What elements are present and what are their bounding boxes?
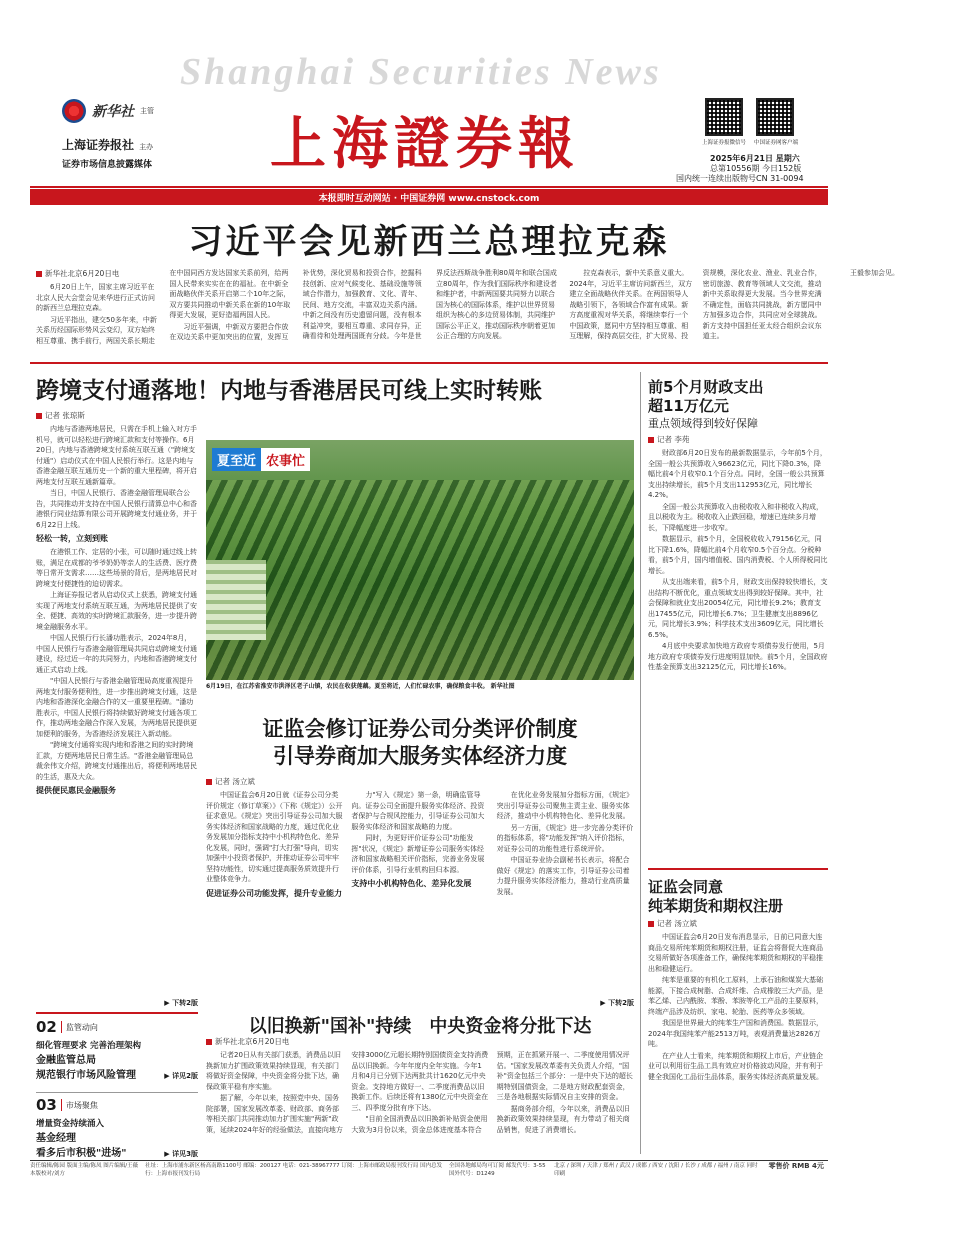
cb-subhead: 轻松一转，立刻到账 [36,534,108,543]
cb-paragraph: "跨境支付通将实现内地和香港之间的实时跨境汇款，方便两地居民日常生活。"香港金融管理局总裁余伟文介绍，跨境支付通推出后，将便利两地居民的生活，惠及大众。 [36,741,197,781]
footer-subscription: 全国各地邮局均可订阅 邮发代号：3-55 国外代号：D1249 [448,1163,546,1177]
cn-number: 国内统一连续出版物号CN 31-0094 [676,174,804,183]
motto: 证券市场信息披露媒体 [62,160,153,170]
wechat-qr-icon [705,98,743,136]
xinhua-role: 主管 [140,107,154,115]
wechat-label: 上海证券报微信号 [701,140,746,146]
csrc-body [206,790,634,992]
sidebar-number: 02 [36,1018,57,1036]
photo-badge-b: 农事忙 [261,448,310,471]
app-label: 中国证券网客户端 [753,140,798,146]
lead-paragraph: 拉克森表示，新中关系意义重大。2024年，习近平主席访问新西兰，双方建立全面战略伙伴关系。在两国领导人战略引领下，各领域合作富有成果。新方高度重视对华关系，将继续奉行一个中国政策，愿同中方坚持相互尊重、相互理解，保持高层交往，扩大贸易、投资规模，深化农业、渔业、乳业合作，密切旅游、教育等领域人文交流，推动新中关系取得更大发展。当今世界充满不确定性，面临共同挑战，新方愿同中方加强多边合作，共同应对全球挑战。新方支持中国担任亚太经合组织会议东道主。 [569,269,822,340]
securities-body [648,932,828,1156]
footer-rule [30,1160,828,1161]
finance-paragraph: 财政部6月20日发布的最新数据显示，今年前5个月，全国一般公共预算收入96623亿元，同比下降0.3%，降幅比前4个月收窄0.1个百分点。同时，全国一般公共预算支出持续增长，前5个月支出112953亿元，同比增长4.2%。 [648,449,827,499]
publisher-role: 主办 [139,143,154,151]
securities-headline-2: 纯苯期货和期权注册 [648,897,784,915]
finance-headline-1: 前5个月财政支出 [648,378,764,396]
csrc-jump[interactable]: ▶ 下转2版 [600,999,634,1007]
issue-number: 总第10556期 今日152版 [710,164,802,173]
xinhua-block [62,96,197,126]
csrc-headline-1: 证监会修订证券公司分类评价制度 [262,717,578,741]
photo-badge-a: 夏至近 [212,448,261,471]
finance-paragraph: 4月底中央要求加快地方政府专项债券发行使用，5月地方政府专项债券发行进度明显加快。前5个月，全国政府性基金预算支出32125亿元，同比增长16%。 [648,642,828,671]
photo-field-rows [206,480,634,680]
sidebar-section-02[interactable] [36,1018,198,1086]
securities-paragraph: 我国是世界最大的纯苯生产国和消费国。数据显示，2024年我国纯苯产能2513万吨，表观消费量达2826万吨。 [648,1019,823,1048]
sidebar-label: 监管动向 [65,1022,98,1032]
masthead-rule [30,186,828,188]
english-masthead: Shanghai Securities News [180,51,662,93]
lead-paragraph: 习近平强调，中新双方要把合作放在双边关系中更加突出的位置，发挥互补优势，深化贸易和投资合作，挖掘科技创新、应对气候变化、基础设施等领域合作潜力，加强教育、文化、青年、民间、地方交流，丰富双边关系内涵。中新之间没有历史遗留问题，没有根本利益冲突，要相互尊重、求同存异，正确看待和处理两国既有分歧。今年是世界反法西斯战争胜利80周年和联合国成立80周年，作为我们国际秩序和建设者和维护者，中新两国要共同努力以联合国为核心的国际体系，维护以世界贸易组织为核心的多边贸易体制，共同维护国际公平正义，推动国际秩序朝着更加公正合理的方向发展。 [169,269,557,341]
right-column-rule [640,372,641,1154]
subsidy-paragraph: "目前全国消费品以旧换新补贴资金使用大致为3月份以来，资金总体进度基本符合预期，正在抓紧开展一、二季度使用情况评估。"国家发展改革委有关负责人介绍，"国补"资金包括三个部分：一是中央下达的超长期特别国债资金，二是地方财政配套资金，三是各地根据实际情况自主安排的资金。 [351,1051,633,1134]
lead-paragraph: 6月20日上午，国家主席习近平在北京人民大会堂会见来华进行正式访问的新西兰总理拉克森。 [36,283,155,312]
cross-border-body [36,424,198,994]
bullet-icon [36,413,42,419]
photo-crates [206,560,266,640]
csrc-paragraph: 在优化业务发展加分指标方面，《规定》突出引导证券公司聚焦主责主业、服务实体经济，推动中小机构特色化、差异化发展。 [496,791,634,820]
bullet-icon [648,437,654,443]
finance-reporter: 记者 李苑 [648,434,689,445]
cb-paragraph: 当日，中国人民银行、香港金融管理局联合公告，共同推动并支持在中国人民银行清算总中心和香港银行同业结算有限公司开展跨境支付通业务，并于6月22日上线。 [36,489,197,529]
cb-paragraph: 中国人民银行行长潘功胜表示，2024年8月，中国人民银行与香港金融管理局共同启动跨境支付通建设，经过近一年的共同努力，内地和香港跨境支付通正式启动上线。 [36,634,197,674]
csrc-paragraph: 力"写入《规定》第一条，明确监管导向。证券公司全面提升服务实体经济、投资者保护与合规风控能力，引导证券公司加大服务实体经济和国家战略的力度。 [351,791,485,831]
sidebar-divider-bar [61,1021,62,1033]
sidebar-jump[interactable]: ▶ 详见3版 [164,1150,198,1158]
csrc-paragraph: 另一方面，《规定》进一步完善分类评价的指标体系，将"功能发挥"纳入评价指标，对证券公司的功能性进行系统评价。 [496,823,634,853]
photo-badge [212,448,310,471]
finance-paragraph: 全国一般公共预算收入由税收收入和非税收入构成，且以税收为主。税收收入止跌回稳，增速已连续多月增长，下降幅度进一步收窄。 [648,502,823,532]
publisher-name: 上海证券报社 [62,138,135,152]
xinhua-emblem-icon [62,99,86,123]
sidebar-title: 基金经理 [36,1133,76,1144]
farm-photo [206,440,634,680]
bullet-icon [206,779,212,785]
securities-paragraph: 纯苯是重要的有机化工原料，上承石油和煤炭大基础能源，下接合成树脂、合成纤维、合成橡胶三大产品，是苯乙烯、己内酰胺、苯酚、苯胺等化工产品的主要原料，终端产品涉及纺织、家电、轮胎、医药等众多领域。 [648,976,823,1016]
securities-headline-1: 证监会同意 [648,878,724,896]
csrc-subhead: 促进证券公司功能发挥，提升专业能力 [206,888,342,898]
tagline-bar [30,189,828,205]
csrc-reporter: 记者 汤立斌 [206,776,255,787]
footer-cities: 北京 / 深圳 / 天津 / 郑州 / 武汉 / 成都 / 西安 / 沈阳 / 长沙 / 成都 / 福州 / 南京 同时印刷 [554,1163,758,1177]
photo-caption: 6月19日，在江苏省淮安市洪泽区老子山镇，农民在收获莲藕。夏至将近，人们忙碌农事，确保粮食丰收。 新华社图 [206,683,515,690]
securities-reporter: 记者 汤立斌 [648,918,697,929]
sidebar-number: 03 [36,1096,57,1114]
csrc-subhead: 支持中小机构特色化、差异化发展 [351,879,472,888]
cb-subhead: 提供便民惠民金融服务 [36,786,116,795]
lead-paragraph: 王毅参加会见。 [849,269,899,277]
bullet-icon [648,921,654,927]
sidebar-divider-bar [61,1099,62,1111]
securities-paragraph: 中国证监会6月20日发布消息显示，日前已同意大连商品交易所纯苯期货和期权注册，证监会将督促大连商品交易所做好各项准备工作，确保纯苯期货和期权的平稳推出和稳健运行。 [648,933,823,973]
sidebar-title: 金融监管总局 [36,1055,96,1066]
lead-headline: 习近平会见新西兰总理拉克森 [188,222,670,262]
sidebar-mid-rule [36,1092,198,1093]
footer [30,1163,828,1185]
chinese-masthead: 上海證券報 [270,111,580,177]
tagline: 本报即时互动网站 · 中国证券网 www.cnstock.com [318,193,540,204]
cross-border-headline: 跨境支付通落地！内地与香港居民可线上实时转账 [36,378,542,404]
sidebar-title2: 规范银行市场风险管理 [36,1070,136,1081]
issue-date: 2025年6月21日 星期六 [710,154,800,163]
finance-paragraph: 数据显示，前5个月，全国税收收入79156亿元，同比下降1.6%，降幅比前4个月收窄0.5个百分点。分税种看，前5个月，国内增值税、国内消费税、个人所得税同比增长。 [648,535,828,575]
xinhua-name: 新华社 [92,104,134,120]
lead-dateline: 新华社北京6月20日电 [36,268,161,279]
sidebar-title2: 看多后市积极"进场" [36,1148,127,1159]
sidebar-top-rule [36,1012,198,1014]
publisher-block [62,134,153,170]
finance-paragraph: 从支出端来看，前5个月，财政支出保持较快增长，支出结构不断优化，重点领域支出得到较好保障。其中，社会保障和就业支出20054亿元，同比增长9.2%；教育支出17455亿元，同比增长6.7%；卫生健康支出8896亿元，同比增长3.9%；科学技术支出3609亿元，同比增长6.5%。 [648,578,828,639]
sidebar-jump[interactable]: ▶ 详见2版 [164,1072,198,1080]
lead-paragraph: 习近平指出，建交50多年来，中新关系历经国际形势风云变幻，双方始终相互尊重、携手前行，两国关系长期走在中国同西方发达国家关系前列，给两国人民带来实实在在的福祉。在中新全面战略伙伴关系开启第二个10年之际，双方要共同推动中新关系在新的10年取得更大发展，更好造福两国人民。 [36,269,291,345]
finance-subhead: 重点领域得到较好保障 [648,417,758,430]
cb-paragraph: 内地与香港两地居民，只需在手机上输入对方手机号，就可以轻松进行跨境汇款和支付等操作。6月20日，内地与香港跨境支付系统互联互通（"跨境支付通"）启动仪式在中国人民银行举行。这是内地与香港金融互联互通历史一个新的重大里程碑，将开启两地支付互联互通新篇章。 [36,425,197,486]
finance-headline-2: 超11万亿元 [648,397,729,415]
finance-body [648,448,828,858]
subsidy-paragraph: 据商务部介绍，今年以来，消费品以旧换新政策效果持续显现，有力带动了相关商品销售，促进了消费增长。 [496,1104,630,1134]
footer-price: 零售价 RMB 4元 [768,1162,824,1170]
sidebar-section-03[interactable] [36,1096,198,1164]
csrc-paragraph: 同时，为更好评价证券公司"功能发挥"状况，《规定》新增证券公司服务实体经济和国家战略相关评价指标，完善业务发展评价体系，引导行业机构回归本源。 [351,834,485,874]
subsidy-headline: 以旧换新"国补"持续 中央资金将分批下达 [248,1016,592,1037]
sidebar-kicker: 细化管理要求 完善治理架构 [36,1041,141,1051]
sidebar-kicker: 增量资金持续涌入 [36,1119,105,1129]
csrc-headline-2: 引导券商加大服务实体经济力度 [273,744,567,768]
right-divider [648,868,828,870]
sidebar-label: 市场聚焦 [65,1100,98,1110]
securities-paragraph: 在产业人士看来，纯苯期货和期权上市后，产业链企业可以利用衍生品工具有效应对价格波动风险，并有利于健全我国化工品衍生品体系，服务实体经济高质量发展。 [648,1051,823,1081]
cb-paragraph: 上海证券报记者从启动仪式上获悉，跨境支付通实现了两地支付系统互联互通，为两地居民提供了安全、便捷、高效的实时跨境汇款服务，进一步提升跨境金融服务水平。 [36,591,197,631]
app-qr-icon [756,98,794,136]
section-divider [30,362,828,364]
lead-story-body [36,268,899,350]
cb-paragraph: 在港银工作、定居的小张，可以随时通过线上转账，满足在成都的爷爷奶奶等亲人的生活费、医疗费等日常开支需求……这些场景的背后，是两地居民对跨境支付便捷性的迫切需求。 [36,548,197,588]
bullet-icon [36,271,42,277]
subsidy-dateline: 新华社北京6月20日电 [206,1036,289,1047]
subsidy-paragraph: 记者20日从有关部门获悉，消费品以旧换新加力扩围政策效果持续显现，有关部门将做好资金保障，中央资金将分批下达，确保政策平稳有序实施。 [206,1051,341,1091]
subsidy-paragraph: 据了解，今年以来，按照党中央、国务院部署，国家发展改革委、财政部、商务部等相关部门共同推动加力扩围实施"两新"政策，延续2024年好的经验做法，直接向地方安排3000亿元超长期特别国债资金支持消费品以旧换新。今年年度内全年实施。今年1月和4月已分别下达两批共计1620亿元中央资金。支持地方做好一、二季度消费品以旧换新工作。后续还将有1380亿元中央资金在三、四季度分批有序下达。 [206,1051,489,1134]
csrc-paragraph: 中国证券业协会副秘书长表示，将配合做好《规定》的落实工作，引导证券公司着力提升服务实体经济能力，推动行业高质量发展。 [496,856,630,896]
subsidy-body [206,1050,634,1154]
footer-editors: 责任编辑/陈园 版面主编/陈凤 图片编辑/王薇 本版校对/刘方 [30,1163,139,1177]
cross-border-reporter: 记者 张琼斯 [36,410,85,421]
cross-border-jump[interactable]: ▶ 下转2版 [164,999,198,1007]
bullet-icon [206,1039,212,1045]
cb-paragraph: "中国人民银行与香港金融管理局高度重视提升两地支付服务便利性，进一步推出跨境支付通，这是内地和香港深化金融合作的又一重要里程碑。"潘功胜表示，中国人民银行将持续做好跨境支付通各项工作，推动两地金融合作深入发展，为两地居民提供更加便利的服务，为香港经济发展注入新动能。 [36,677,197,738]
csrc-paragraph: 中国证监会6月20日就《证券公司分类评价规定（修订草案）》（下称《规定》）公开征求意见。《规定》突出引导证券公司加大服务实体经济和国家战略的力度，通过优化业务发展加分指标支持中小机构特色化、差异化发展，同时，强调"打大打强"导向，切实加强中小投资者保护，并推动证券公司牢牢坚持功能性，切实通过提高服务质效提升行业整体竞争力。 [206,791,343,883]
footer-address: 社址：上海市浦东新区杨高南路1100号 邮编：200127 电话：021-38967777 订阅：上海市邮政局报刊发行局 国内总发行：上海市报刊发行局 [145,1163,443,1177]
